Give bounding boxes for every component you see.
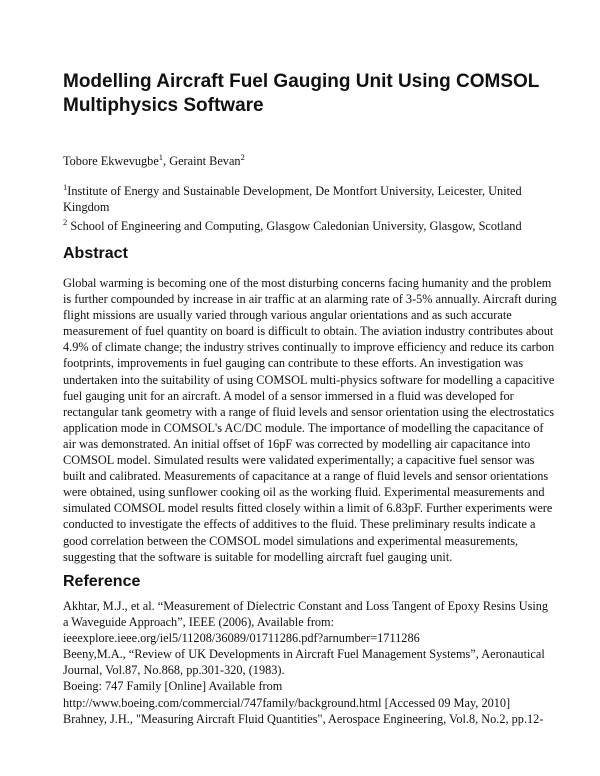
abstract-line: measurement of fuel quantity on board is difficult to obtain. The aviation industry contributes about [63, 324, 554, 339]
reference-list [63, 598, 549, 727]
reference-line: Boeing: 747 Family [Online] Available from [63, 679, 283, 694]
abstract-line: undertaken into the suitability of using COMSOL multi-physics software for modelling a capacitive [63, 372, 555, 387]
affiliation-text: School of Engineering and Computing, Glasgow Caledonian University, Glasgow, Scotland [67, 219, 522, 233]
abstract-line: good correlation between the COMSOL model simulations and experimental measurements, [63, 533, 519, 548]
reference-line: Journal, Vol.87, No.868, pp.301-320, (1983). [63, 663, 285, 678]
abstract-heading: Abstract [63, 245, 128, 262]
author-affiliation-mark: 2 [240, 152, 245, 162]
abstract-line: COMSOL model. Simulated results were validated experimentally; a capacitive fuel sensor was [63, 453, 535, 468]
paper-title: Modelling Aircraft Fuel Gauging Unit Using COMSOL Multiphysics Software [63, 71, 540, 116]
reference-line: ieeexplore.ieee.org/iel5/11208/36089/01711286.pdf?arnumber=1711286 [63, 631, 420, 646]
abstract-line: built and calibrated. Measurements of capacitance at a range of fluid levels and sensor orientations [63, 469, 549, 484]
abstract-line: flight missions are usually varied through various angular orientations and as such accurate [63, 308, 512, 323]
reference-line: Beeny,M.A., “Review of UK Developments in Aircraft Fuel Management Systems”, Aeronautical [63, 647, 545, 662]
reference-line: http://www.boeing.com/commercial/747family/background.html [Accessed 09 May, 2010] [63, 695, 511, 710]
affiliation-text-cont: Kingdom [63, 200, 110, 214]
abstract-line: footprints, improvements in fuel gauging can contribute to these efforts. An investigation was [63, 356, 524, 371]
reference-line: Brahney, J.H., "Measuring Aircraft Fluid Quantities", Aerospace Engineering, Vol.8, No.2, pp.12- [63, 711, 544, 726]
abstract-line: were obtained, using sunflower cooking oil as the working fluid. Experimental measurements and [63, 485, 545, 500]
abstract-line: Global warming is becoming one of the most disturbing concerns facing humanity and the problem [63, 276, 552, 290]
abstract-line: air was demonstrated. An initial offset of 16pF was corrected by modelling air capacitance into [63, 436, 531, 451]
abstract-line: simulated COMSOL model results fitted closely within a limit of 6.83pF. Further experiments were [63, 501, 553, 516]
affiliation-mark: 1 [63, 182, 68, 192]
author-name: Tobore Ekwevugbe [63, 154, 159, 168]
abstract-line: application mode in COMSOL's AC/DC module. The importance of modelling the capacitance of [63, 420, 544, 435]
abstract-line: conducted to investigate the effects of additives to the fluid. These preliminary results indicate a [63, 517, 536, 532]
abstract-line: 4.9% of climate change; the industry strives continually to improve efficiency and reduce its carbon [63, 340, 555, 355]
reference-heading: Reference [63, 573, 141, 590]
reference-line: a Waveguide Approach”, IEEE (2006), Available from: [63, 615, 335, 630]
author-list: Tobore Ekwevugbe$^1$, Geraint Bevan$^2$ [63, 152, 245, 168]
author-affiliation-mark: 1 [158, 152, 164, 162]
abstract-line: fuel gauging unit for an aircraft. A model of a sensor immersed in a fluid was developed for [63, 388, 514, 403]
abstract-body [63, 275, 557, 565]
abstract-line: suggesting that the software is suitable for modelling aircraft fuel gauging unit. [63, 549, 453, 564]
affiliation-mark: 2 [63, 217, 68, 227]
reference-line: Akhtar, M.J., et al. “Measurement of Dielectric Constant and Loss Tangent of Epoxy Resins Using [63, 599, 549, 613]
abstract-line: is further compounded by increase in air traffic at an alarming rate of 3-5% annually. Aircraft during [63, 292, 557, 307]
abstract-line: rectangular tank geometry with a range of fluid levels and sensor orientation using the electrostatics [63, 404, 555, 419]
affiliation-1 [63, 183, 522, 215]
affiliation-text: Institute of Energy and Sustainable Development, De Montfort University, Leicester, United [67, 184, 522, 198]
affiliation-2 [63, 218, 522, 234]
author-name: Geraint Bevan [169, 154, 241, 168]
